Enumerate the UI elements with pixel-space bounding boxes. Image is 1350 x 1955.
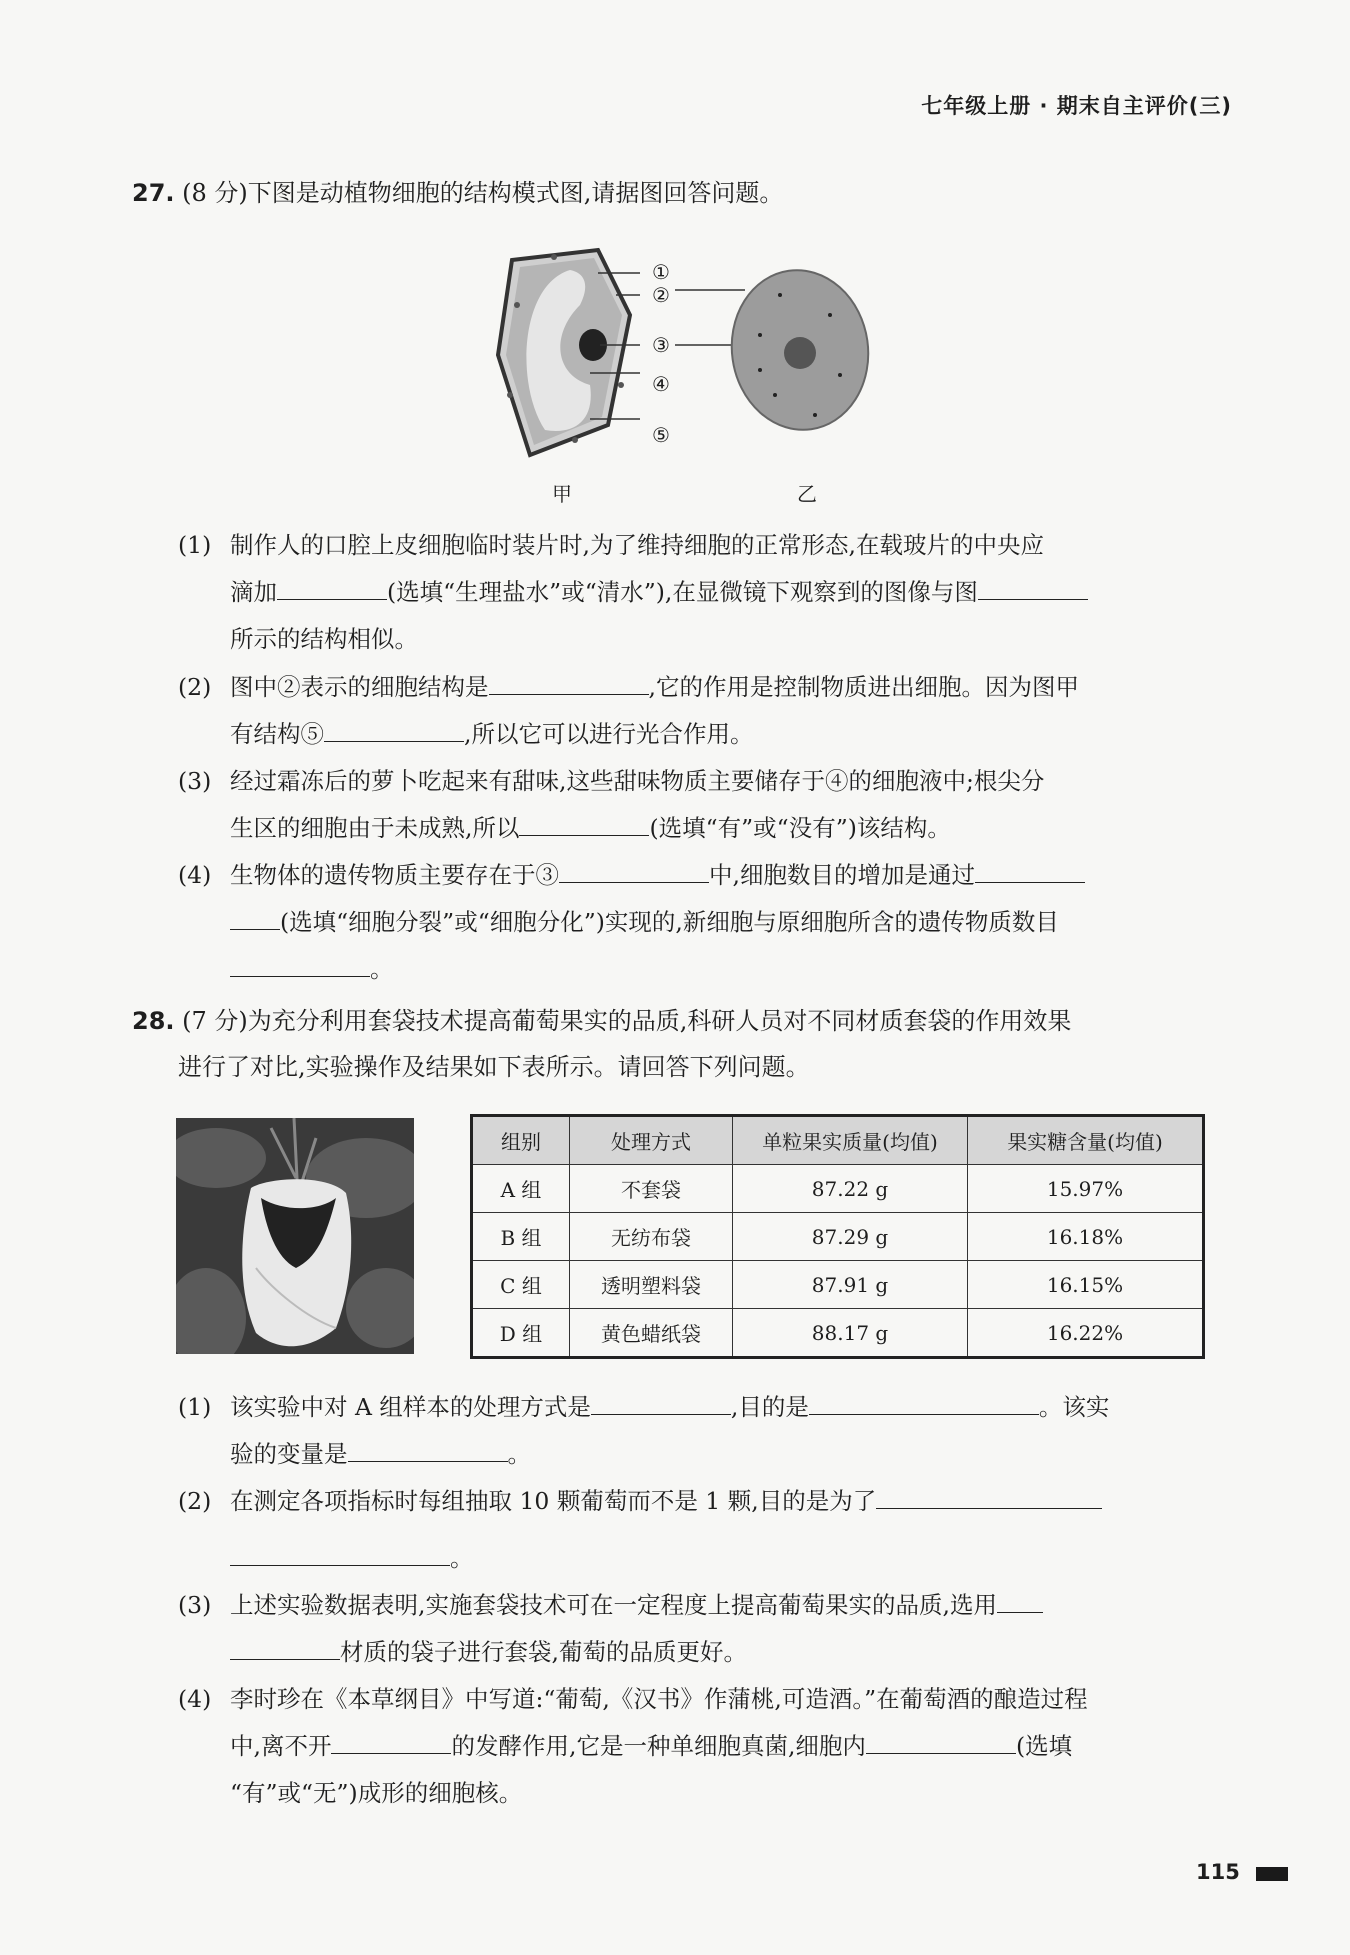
- q27-part4: (4) 生物体的遗传物质主要存在于③ 中,细胞数目的增加是通过 (选填“细胞分裂”或“细胞分化”)实现的,新细胞与原细胞所含的遗传物质数目 。: [178, 852, 1228, 993]
- answer-blank[interactable]: [559, 852, 709, 883]
- label-4: ④: [652, 372, 670, 396]
- answer-blank[interactable]: [230, 1535, 450, 1566]
- label-2: ②: [652, 283, 670, 307]
- q27-part2: (2) 图中②表示的细胞结构是 ,它的作用是控制物质进出细胞。因为图甲 有结构⑤ ,所以它可以进行光合作用。: [178, 664, 1228, 758]
- label-3: ③: [652, 333, 670, 357]
- cell-diagram: [490, 245, 890, 465]
- q28-part2: (2) 在测定各项指标时每组抽取 10 颗葡萄而不是 1 颗,目的是为了 。: [178, 1478, 1228, 1582]
- answer-blank[interactable]: [591, 1384, 731, 1415]
- table-row: D 组 黄色蜡纸袋 88.17 g 16.22%: [472, 1309, 1204, 1358]
- answer-blank[interactable]: [230, 1629, 340, 1660]
- caption-jia: 甲: [552, 482, 572, 506]
- answer-blank[interactable]: [876, 1478, 1102, 1509]
- question-27-stem: [132, 170, 783, 216]
- table-row: B 组 无纺布袋 87.29 g 16.18%: [472, 1213, 1204, 1261]
- answer-blank[interactable]: [348, 1431, 508, 1462]
- table-row: C 组 透明塑料袋 87.91 g 16.15%: [472, 1261, 1204, 1309]
- question-28-stem: 28. (7 分)为充分利用套袋技术提高葡萄果实的品质,科研人员对不同材质套袋的作用效果 进行了对比,实验操作及结果如下表所示。请回答下列问题。: [132, 1007, 1072, 1081]
- answer-blank[interactable]: [324, 711, 464, 742]
- q28-part4: (4) 李时珍在《本草纲目》中写道:“葡萄,《汉书》作蒲桃,可造酒。”在葡萄酒的酿造过程 中,离不开 的发酵作用,它是一种单细胞真菌,细胞内 (选填 “有”或“无”)成形的细胞核。: [178, 1685, 1088, 1807]
- page-number-bar: [1256, 1867, 1288, 1881]
- answer-blank[interactable]: [975, 852, 1085, 883]
- animal-cell-nucleus: [784, 337, 816, 369]
- question-27-number: 27.: [132, 179, 175, 207]
- page-number: 115: [1196, 1860, 1240, 1884]
- answer-blank[interactable]: [331, 1723, 451, 1754]
- table-row: A 组 不套袋 87.22 g 15.97%: [472, 1165, 1204, 1213]
- q28-part1: (1) 该实验中对 A 组样本的处理方式是 ,目的是 。该实 验的变量是 。: [178, 1384, 1228, 1478]
- answer-blank[interactable]: [230, 899, 280, 930]
- q27-part1: (1) 制作人的口腔上皮细胞临时装片时,为了维持细胞的正常形态,在载玻片的中央应 滴加 (选填“生理盐水”或“清水”),在显微镜下观察到的图像与图 所示的结构相似。: [178, 522, 1228, 663]
- q28-part3: (3) 上述实验数据表明,实施套袋技术可在一定程度上提高葡萄果实的品质,选用 材质的袋子进行套袋,葡萄的品质更好。: [178, 1582, 1228, 1676]
- question-28-number: 28.: [132, 1007, 175, 1035]
- answer-blank[interactable]: [809, 1384, 1039, 1415]
- label-5: ⑤: [652, 423, 670, 447]
- answer-blank[interactable]: [866, 1723, 1016, 1754]
- question-27-text: (8 分)下图是动植物细胞的结构模式图,请据图回答问题。: [182, 179, 784, 207]
- label-1: ①: [652, 260, 670, 284]
- answer-blank[interactable]: [230, 946, 370, 977]
- caption-yi: 乙: [797, 482, 817, 506]
- answer-blank[interactable]: [489, 664, 649, 695]
- results-table: [470, 1114, 1205, 1359]
- answer-blank[interactable]: [978, 569, 1088, 600]
- grape-bag-photo: [176, 1118, 414, 1354]
- q27-part3: (3) 经过霜冻后的萝卜吃起来有甜味,这些甜味物质主要储存于④的细胞液中;根尖分 生区的细胞由于未成熟,所以 (选填“有”或“没有”)该结构。: [178, 767, 1045, 842]
- answer-blank[interactable]: [277, 569, 387, 600]
- answer-blank[interactable]: [997, 1582, 1043, 1613]
- table-header-row: 组别 处理方式 单粒果实质量(均值) 果实糖含量(均值): [472, 1116, 1204, 1165]
- answer-blank[interactable]: [519, 805, 649, 836]
- page-header: 七年级上册 · 期末自主评价(三): [921, 94, 1232, 118]
